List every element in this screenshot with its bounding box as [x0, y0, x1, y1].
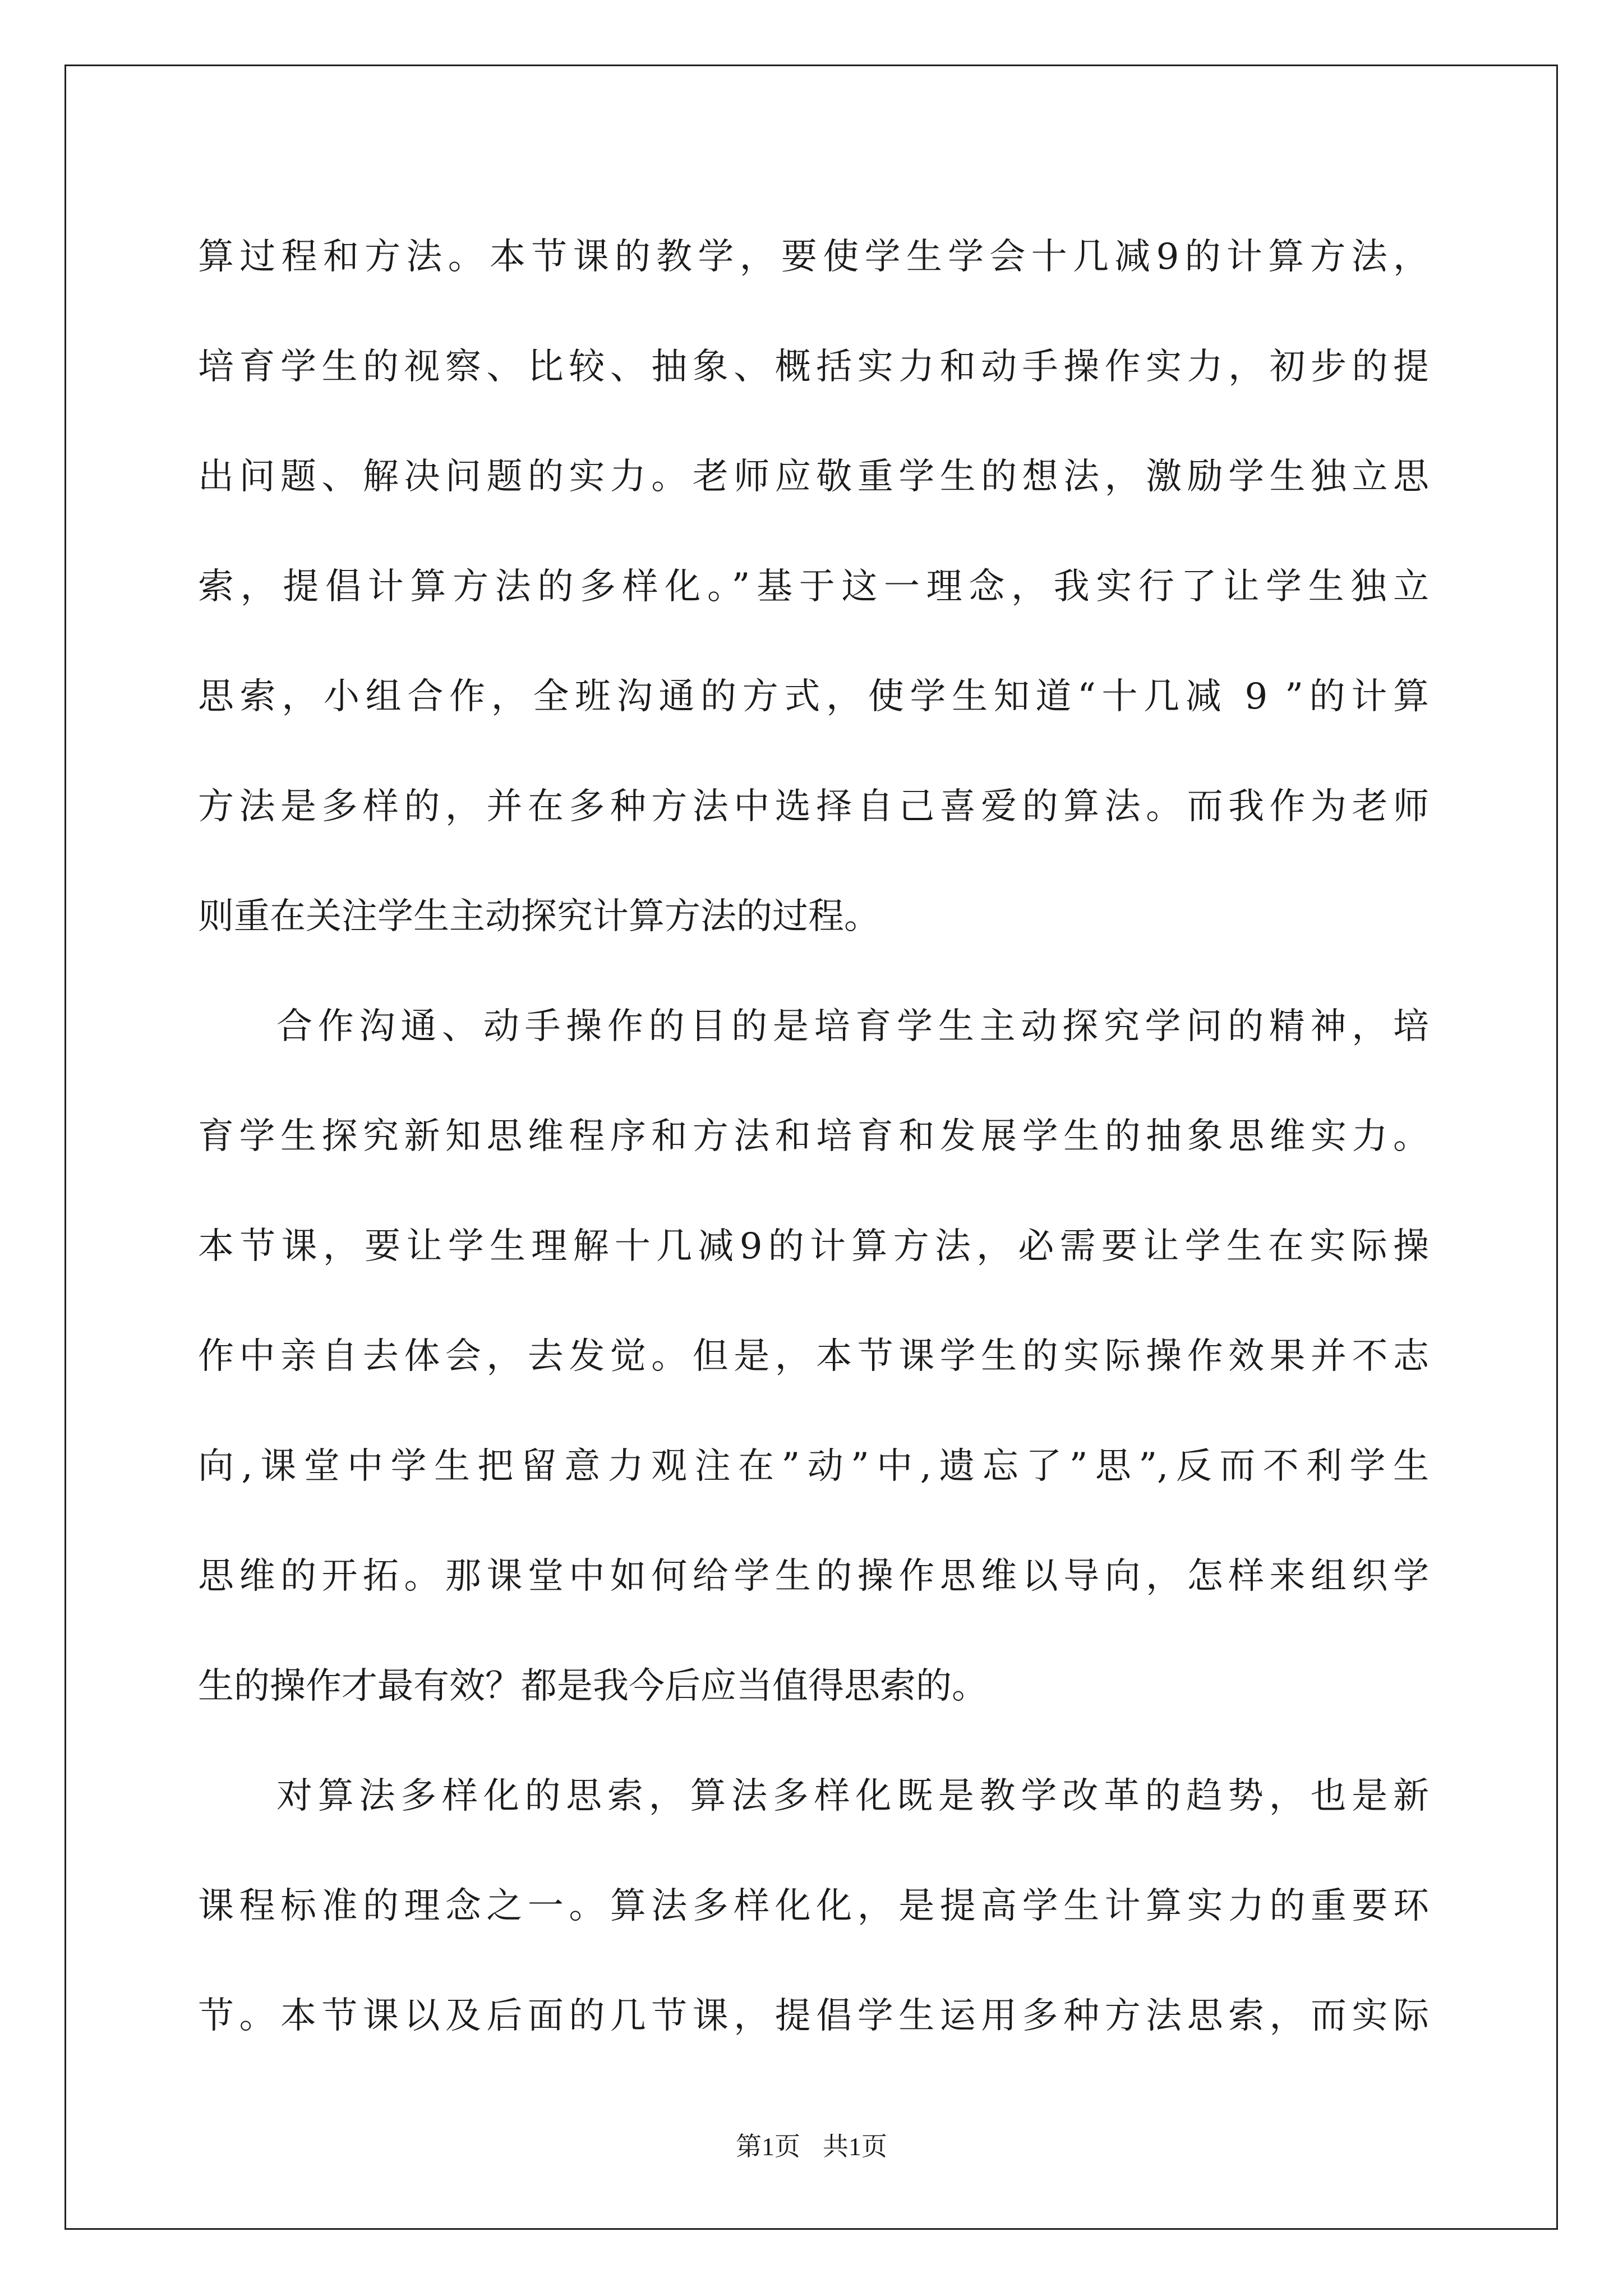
text-line: 生的操作才最有效？都是我今后应当值得思索的。: [198, 1665, 988, 1707]
text-line: 本节课，要让学生理解十几减9的计算方法，必需要让学生在实际操: [198, 1226, 1429, 1267]
text-line: 出问题、解决问题的实力。老师应敬重学生的想法，激励学生独立思: [198, 456, 1429, 498]
text-line: 培育学生的视察、比较、抽象、概括实力和动手操作实力，初步的提: [198, 346, 1429, 388]
text-line: 方法是多样的，并在多种方法中选择自己喜爱的算法。而我作为老师: [198, 786, 1429, 827]
text-line: 则重在关注学生主动探究计算方法的过程。: [198, 896, 880, 937]
text-line: 索，提倡计算方法的多样化。”基于这一理念，我实行了让学生独立: [198, 566, 1429, 608]
text-line: 思维的开拓。那课堂中如何给学生的操作思维以导向，怎样来组织学: [198, 1556, 1429, 1597]
text-line: 算过程和方法。本节课的教学，要使学生学会十几减9的计算方法，: [198, 236, 1429, 278]
paragraph: [198, 1741, 1429, 2071]
text-line: 对算法多样化的思索，算法多样化既是教学改革的趋势，也是新: [276, 1775, 1429, 1817]
document-body: [198, 202, 1429, 2071]
text-line: 思索，小组合作，全班沟通的方式，使学生知道“十几减 9 ”的计算: [198, 676, 1429, 717]
text-line: 向,课堂中学生把留意力观注在”动”中,遗忘了”思”,反而不利学生: [198, 1446, 1429, 1487]
paragraph: [198, 202, 1429, 972]
page-total: 共1页: [823, 2132, 887, 2161]
text-line: 作中亲自去体会，去发觉。但是，本节课学生的实际操作效果并不志: [198, 1336, 1429, 1377]
paragraph: [198, 972, 1429, 1741]
text-line: 课程标准的理念之一。算法多样化化，是提高学生计算实力的重要环: [198, 1885, 1429, 1927]
text-line: 育学生探究新知思维程序和方法和培育和发展学生的抽象思维实力。: [198, 1116, 1429, 1157]
page-number: 第1页: [736, 2132, 800, 2161]
page-footer: [0, 2126, 1623, 2163]
text-line: 节。本节课以及后面的几节课，提倡学生运用多种方法思索，而实际: [198, 1995, 1429, 2037]
text-line: 合作沟通、动手操作的目的是培育学生主动探究学问的精神，培: [276, 1006, 1429, 1047]
